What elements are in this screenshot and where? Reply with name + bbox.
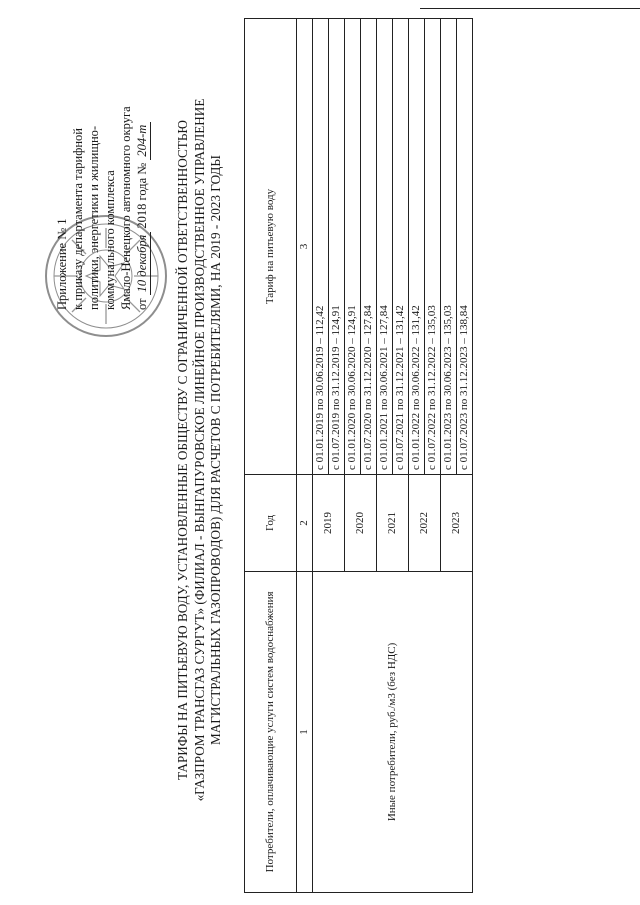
header-year: Год bbox=[245, 475, 297, 572]
approval-line: коммунального комплекса bbox=[103, 170, 117, 310]
handwritten-date: 10 декабря bbox=[134, 232, 151, 296]
year-cell: 2022 bbox=[409, 475, 441, 572]
tariff-period-cell: с 01.07.2020 по 31.12.2020 – 127,84 bbox=[361, 19, 377, 475]
approval-line: Ямало-Ненецкого автономного округа bbox=[119, 106, 133, 310]
title-line: «ГАЗПРОМ ТРАНСГАЗ СУРГУТ» (ФИЛИАЛ - ВЫНГАПУРОВСКОЕ ЛИНЕЙНОЕ ПРОИЗВОДСТВЕННОЕ УПРАВЛЕНИЕ bbox=[191, 98, 207, 802]
document-title bbox=[175, 20, 225, 880]
approval-line: к приказу департамента тарифной bbox=[71, 128, 85, 310]
title-line: ТАРИФЫ НА ПИТЬЕВУЮ ВОДУ, УСТАНОВЛЕННЫЕ ОБЩЕСТВУ С ОГРАНИЧЕННОЙ ОТВЕТСТВЕННОСТЬЮ bbox=[175, 120, 190, 780]
title-line: МАГИСТРАЛЬНЫХ ГАЗОПРОВОДОВ) ДЛЯ РАСЧЕТОВ С ПОТРЕБИТЕЛЯМИ, НА 2019 - 2023 ГОДЫ bbox=[208, 155, 223, 745]
table-numbering-row bbox=[297, 19, 313, 893]
tariff-table bbox=[244, 18, 473, 893]
handwritten-order-number: 204-т bbox=[134, 122, 151, 160]
tariff-period-cell: с 01.07.2021 по 31.12.2021 – 131,42 bbox=[393, 19, 409, 475]
table-header-row bbox=[245, 19, 297, 893]
tariff-period-cell: с 01.01.2023 по 30.06.2023 – 135,03 bbox=[441, 19, 457, 475]
tariff-period-cell: с 01.07.2022 по 31.12.2022 – 135,03 bbox=[425, 19, 441, 475]
date-prefix: от bbox=[135, 298, 149, 310]
approval-block bbox=[54, 10, 151, 310]
year-cell: 2019 bbox=[313, 475, 345, 572]
header-tariff: Тариф на питьевую воду bbox=[245, 19, 297, 475]
column-number: 1 bbox=[297, 571, 313, 892]
column-number: 2 bbox=[297, 475, 313, 572]
tariff-period-cell: с 01.01.2021 по 30.06.2021 – 127,84 bbox=[377, 19, 393, 475]
year-cell: 2021 bbox=[377, 475, 409, 572]
header-consumers: Потребители, оплачивающие услуги систем водоснабжения bbox=[245, 571, 297, 892]
tariff-period-cell: с 01.01.2020 по 30.06.2020 – 124,91 bbox=[345, 19, 361, 475]
table-row bbox=[313, 19, 329, 893]
tariff-period-cell: с 01.01.2022 по 30.06.2022 – 131,42 bbox=[409, 19, 425, 475]
tariff-period-cell: с 01.07.2019 по 31.12.2019 – 124,91 bbox=[329, 19, 345, 475]
consumer-group-cell: Иные потребители, руб./м3 (без НДС) bbox=[313, 571, 473, 892]
year-text: 2018 года № bbox=[135, 162, 149, 229]
column-number: 3 bbox=[297, 19, 313, 475]
tariff-period-cell: с 01.01.2019 по 30.06.2019 – 112,42 bbox=[313, 19, 329, 475]
order-date-line bbox=[134, 10, 151, 310]
appendix-number: Приложение № 1 bbox=[55, 218, 69, 310]
year-cell: 2023 bbox=[441, 475, 473, 572]
approval-line: политики, энергетики и жилищно- bbox=[87, 125, 101, 310]
tariff-period-cell: с 01.07.2023 по 31.12.2023 – 138,84 bbox=[457, 19, 473, 475]
year-cell: 2020 bbox=[345, 475, 377, 572]
